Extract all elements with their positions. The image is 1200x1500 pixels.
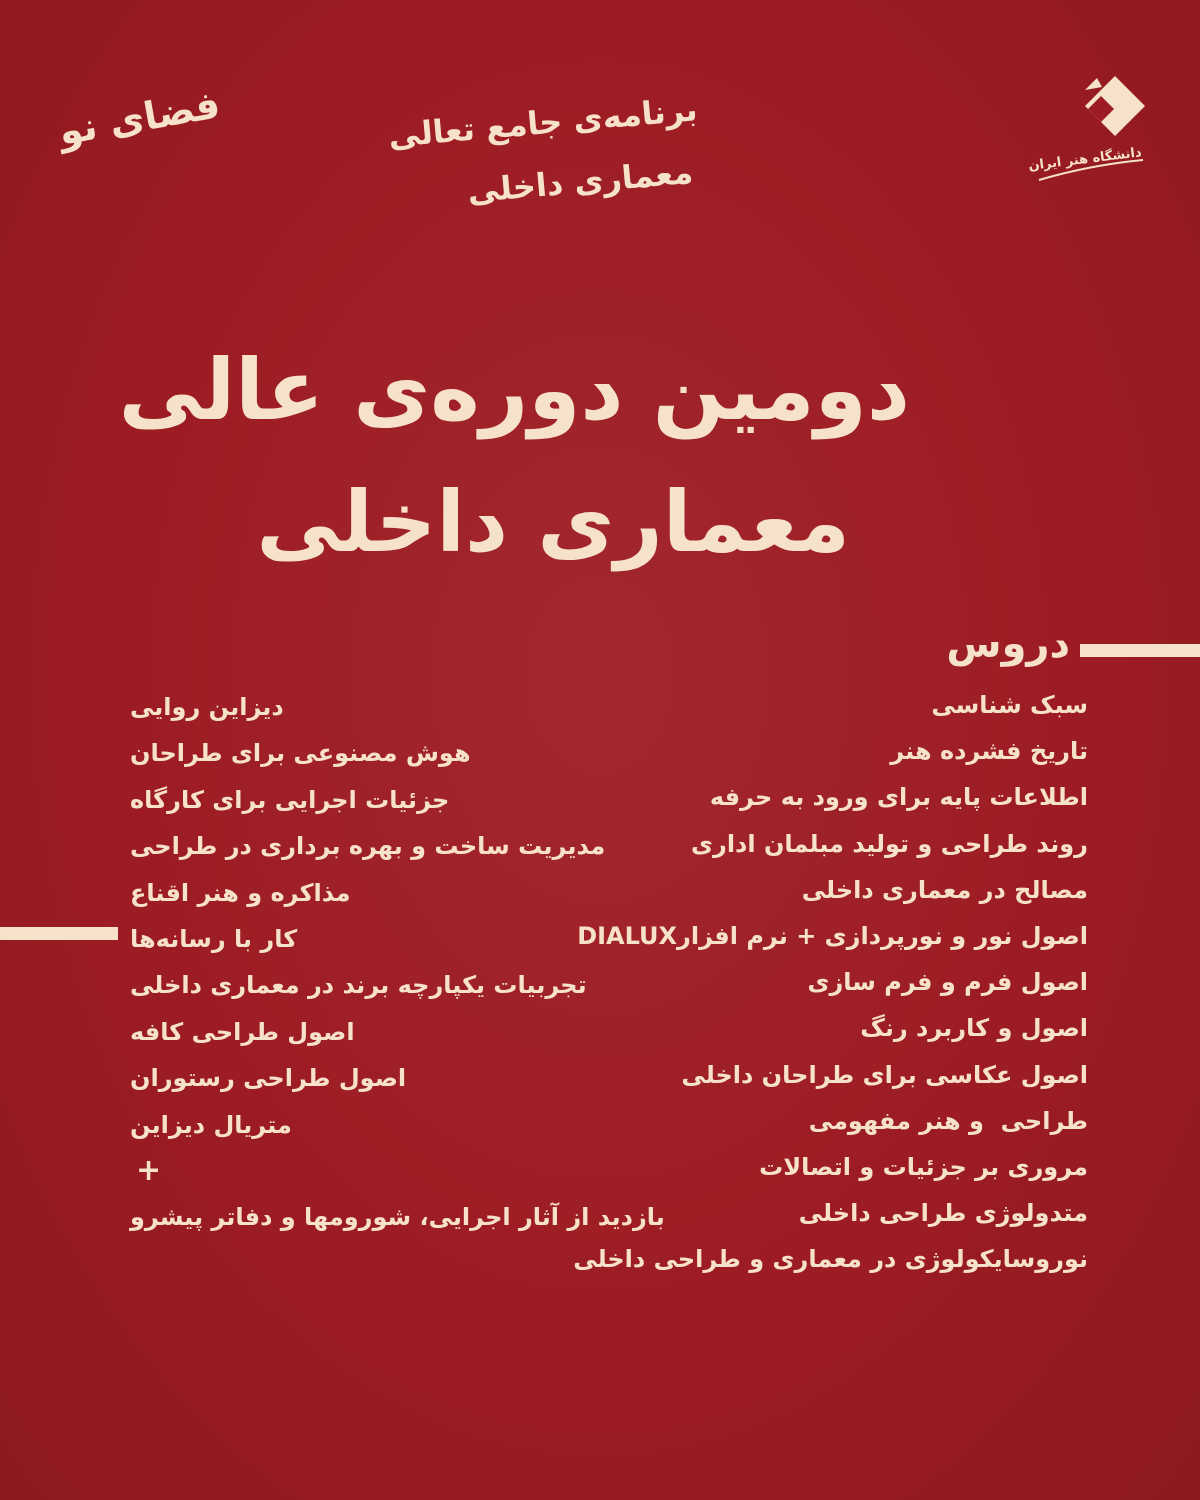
course-item: بازدید از آثار اجرایی، شورومها و دفاتر پیشرو <box>130 1203 665 1232</box>
course-item: اصول نور و نورپردازی + نرم افزارDIALUX <box>577 922 1088 951</box>
course-item: مصالح در معماری داخلی <box>801 875 1088 904</box>
course-item: طراحی و هنر مفهومی <box>808 1106 1088 1135</box>
list-accent-bar <box>0 927 118 940</box>
course-item: اصول عکاسی برای طراحان داخلی <box>681 1060 1088 1089</box>
course-item: دیزاین روایی <box>130 693 284 721</box>
course-item: تجربیات یکپارچه برند در معماری داخلی <box>130 971 587 1000</box>
course-item: اصول طراحی کافه <box>130 1017 355 1046</box>
course-item: تاریخ فشرده هنر <box>890 737 1088 766</box>
main-title-line1: دومین دوره‌ی عالی <box>118 341 910 439</box>
course-item: متدولوژی طراحی داخلی <box>798 1199 1088 1228</box>
course-item: اطلاعات پایه برای ورود به حرفه <box>709 783 1088 812</box>
main-title-line2: معماری داخلی <box>256 473 850 571</box>
course-item: هوش مصنوعی برای طراحان <box>130 739 471 768</box>
logo-accent-shape <box>1085 78 1102 90</box>
course-item: اصول فرم و فرم سازی <box>807 968 1088 997</box>
program-title-line2: معماری داخلی <box>465 152 695 211</box>
course-item: جزئیات اجرایی برای کارگاه <box>130 785 450 814</box>
course-item: سبک شناسی <box>931 691 1088 719</box>
university-logo-text: دانشگاه هنر ایران <box>1027 145 1143 174</box>
course-item: اصول و کاربرد رنگ <box>860 1014 1088 1043</box>
program-title-line1: برنامه‌ی جامع تعالی <box>386 90 699 156</box>
course-item: نوروسایکولوژی در معماری و طراحی داخلی <box>573 1245 1088 1274</box>
heading-accent-bar <box>1080 644 1200 657</box>
course-item: متریال دیزاین <box>130 1110 292 1139</box>
brand-logo-text: فضای نو <box>55 82 224 154</box>
course-list-left <box>130 684 670 1241</box>
course-item: کار با رسانه‌ها <box>130 925 298 954</box>
program-title <box>386 78 706 229</box>
course-item: مدیریت ساخت و بهره برداری در طراحی <box>130 832 606 861</box>
plus-sign: + <box>136 1153 162 1189</box>
course-item: روند طراحی و تولید مبلمان اداری <box>691 829 1088 858</box>
course-item: مروری بر جزئیات و اتصالات <box>759 1153 1088 1182</box>
course-item: اصول طراحی رستوران <box>130 1064 407 1093</box>
course-item: مذاکره و هنر اقناع <box>130 878 351 907</box>
courses-heading: دروس <box>946 621 1070 667</box>
